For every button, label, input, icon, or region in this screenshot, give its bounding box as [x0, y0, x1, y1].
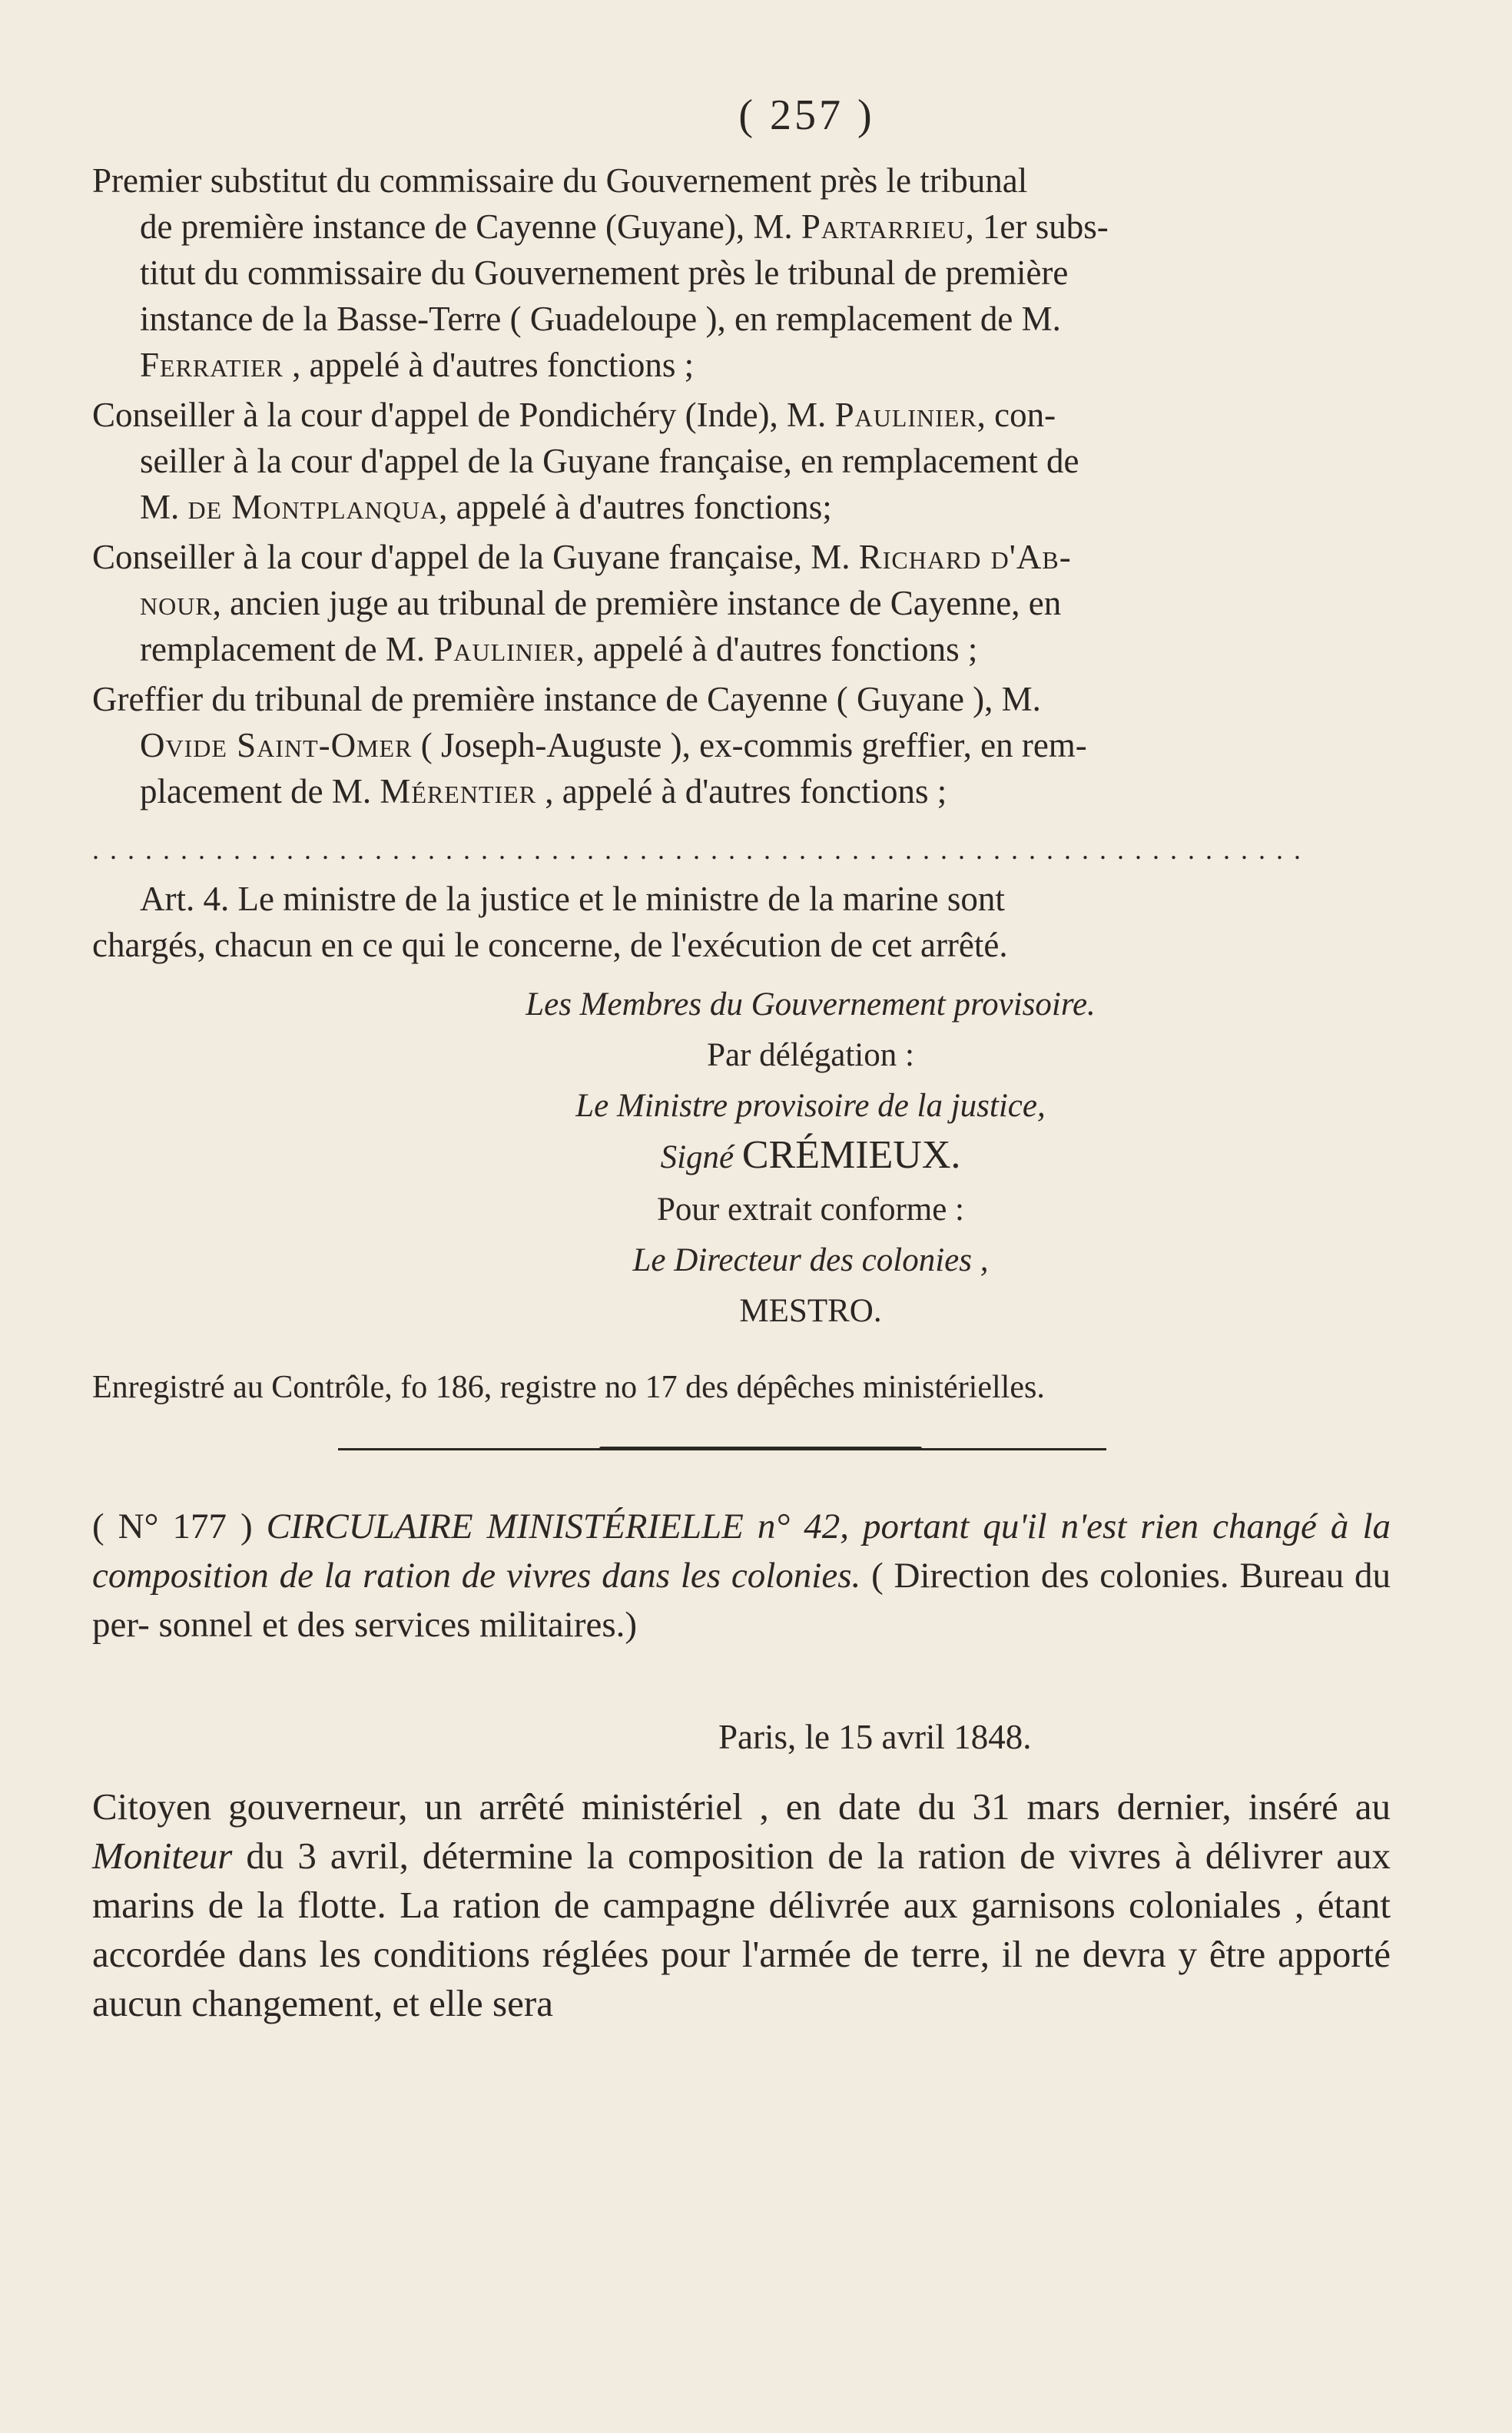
extract-line: Pour extrait conforme : [656, 1192, 965, 1228]
text-line [92, 392, 1391, 438]
circular-title: dans les colonies. [602, 1556, 861, 1596]
text-run: du 3 avril, détermine la [232, 1835, 615, 1877]
text-run: , con- [976, 396, 1056, 434]
text-run: ( Joseph-Auguste ), ex-commis greffier, en rem- [412, 726, 1087, 764]
text-line [92, 1507, 969, 1546]
text-run: , appelé à d'autres fonctions ; [283, 346, 695, 384]
person-name: Paulinier [433, 630, 576, 668]
text-run: , 1er subs- [965, 207, 1109, 246]
text-run: , appelé à d'autres fonctions ; [536, 772, 947, 810]
text-line [92, 534, 1391, 580]
text-run: , ancien juge au tribunal de première instance de Cayenne, en [212, 584, 1062, 622]
text-line [92, 342, 1391, 388]
text-line: seiller à la cour d'appel de la Guyane française, en remplacement de [140, 442, 1079, 480]
signature-block [92, 982, 1391, 1334]
text-line: Greffier du tribunal de première instance de Cayenne ( Guyane ), M. [92, 680, 1041, 718]
text-line: La ration de campagne délivrée aux garnisons coloniales , [400, 1884, 1305, 1926]
text-run: placement de M. [140, 772, 380, 810]
person-name: Partarrieu [801, 207, 966, 246]
text-line: composition de la ration de vivres à délivrer aux marins de la [92, 1835, 1391, 1926]
dotted-separator: ..................................................................... [92, 834, 1311, 865]
newspaper-title: Moniteur [92, 1835, 233, 1877]
text-line: instance de la Basse-Terre ( Guadeloupe ), en remplacement de M. [140, 300, 1061, 338]
text-line [92, 626, 1391, 672]
person-name: Mérentier [380, 772, 537, 810]
text-line: Citoyen gouverneur, un arrêté ministériel , en date du 31 [92, 1785, 1010, 1828]
text-line: qu'il n'est rien changé à la composition de la ration de vivres [92, 1507, 1391, 1596]
circular-number: ( N° 177 ) [92, 1507, 267, 1546]
signatory-name: CRÉMIEUX. [741, 1133, 961, 1177]
person-name: de Montplanqua [187, 488, 439, 526]
text-line [92, 580, 1391, 626]
text-line [92, 484, 1391, 530]
person-name: Ferratier [140, 346, 284, 384]
circular-heading [92, 1502, 1391, 1649]
text-run: , appelé à d'autres fonctions; [439, 488, 832, 526]
text-line: sonnel et des services militaires.) [158, 1605, 638, 1645]
text-run: Conseiller à la cour d'appel de la Guyane française, M. [92, 538, 859, 576]
delegation-line: Par délégation : [707, 1037, 914, 1073]
circular-title: CIRCULAIRE MINISTÉRIELLE n° 42, portant [266, 1507, 970, 1546]
signed-line [92, 1132, 1391, 1181]
appointment-partarrieu [92, 157, 1391, 388]
registration-note: Enregistré au Contrôle, fo 186, registre no 17 des dépêches ministérielles. [92, 1370, 1045, 1405]
page-number: ( 257 ) [738, 91, 875, 139]
text-line [92, 722, 1391, 768]
minister-line: Le Ministre provisoire de la justice, [575, 1088, 1046, 1124]
text-line [92, 768, 1391, 814]
article-4 [92, 876, 1391, 968]
director-line: Le Directeur des colonies , [632, 1242, 989, 1278]
text-line: terre, il ne devra y être apporté aucun changement, et elle sera [92, 1933, 1391, 2024]
text-line: Premier substitut du commissaire du Gouvernement près le tribunal [92, 161, 1028, 200]
person-name: Richard d'Ab- [858, 538, 1072, 576]
text-line: étant accordée dans les conditions réglées pour l'armée de [92, 1884, 1391, 1975]
text-line: titut du commissaire du Gouvernement près le tribunal de première [140, 254, 1069, 292]
director-name: MESTRO. [739, 1293, 882, 1329]
appointment-saint-omer [92, 676, 1391, 814]
circular-body [92, 1782, 1391, 2028]
text-line: flotte. [297, 1884, 386, 1926]
text-run: ( Direction des colonies. Bureau du per- [92, 1556, 1391, 1645]
section-divider-swell [599, 1447, 922, 1450]
text-line [92, 204, 1391, 250]
text-line: Art. 4. Le ministre de la justice et le ministre de la marine sont [140, 880, 1005, 918]
text-line: chargés, chacun en ce qui le concerne, de l'exécution de cet arrêté. [92, 926, 1008, 964]
text-run: mars dernier, inséré au [1026, 1785, 1391, 1828]
appointment-paulinier [92, 392, 1391, 530]
text-run: remplacement de M. [140, 630, 434, 668]
person-name: Ovide Saint-Omer [140, 726, 413, 764]
text-run: Conseiller à la cour d'appel de Pondichéry (Inde), M. [92, 396, 835, 434]
person-name: nour [140, 584, 213, 622]
circular-date: Paris, le 15 avril 1848. [718, 1718, 1032, 1756]
appointment-richard-dabnour [92, 534, 1391, 672]
text-run: M. [140, 488, 188, 526]
text-run: , appelé à d'autres fonctions ; [575, 630, 978, 668]
members-line: Les Membres du Gouvernement provisoire. [526, 986, 1096, 1023]
person-name: Paulinier [834, 396, 977, 434]
text-run: de première instance de Cayenne (Guyane), M. [140, 207, 801, 246]
signed-label: Signé [660, 1139, 734, 1175]
